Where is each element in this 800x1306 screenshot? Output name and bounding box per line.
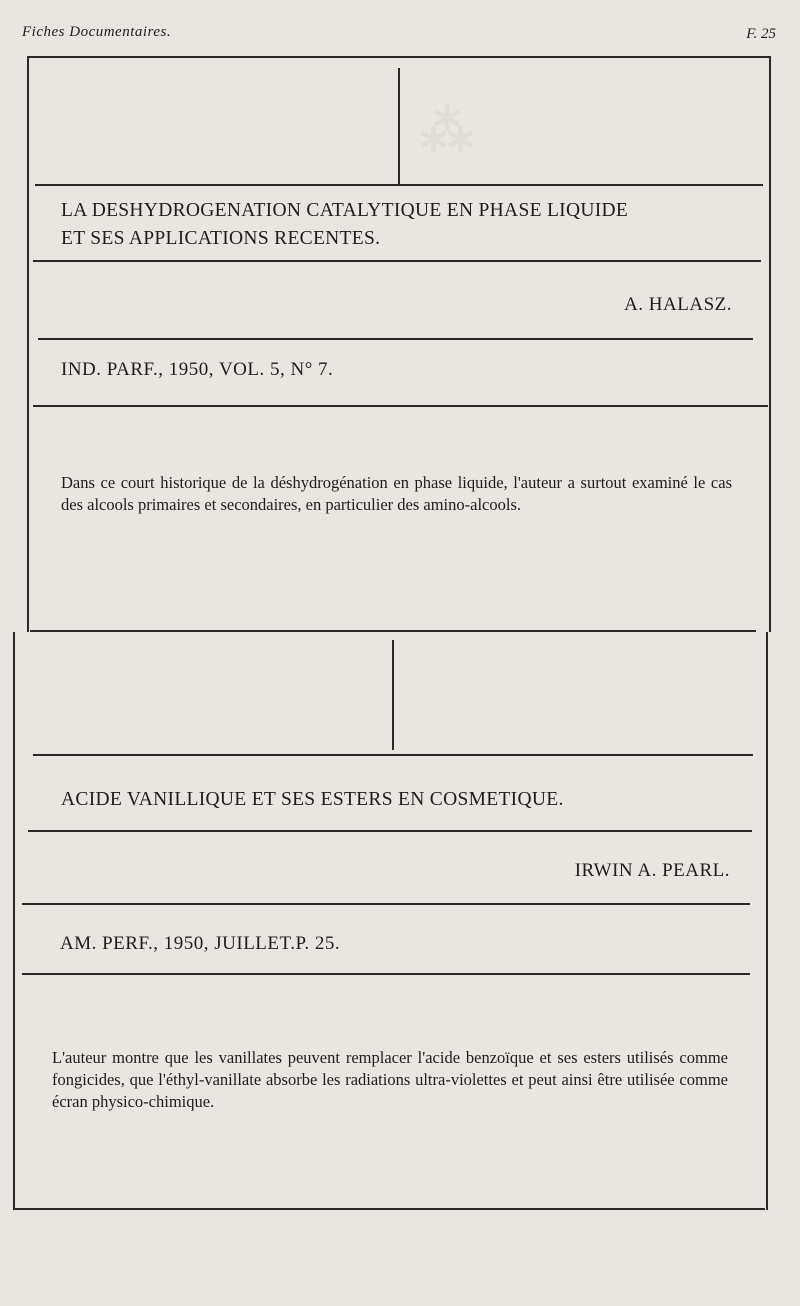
card2-reference: AM. PERF., 1950, JUILLET.P. 25.	[60, 933, 341, 954]
card1-title	[61, 197, 741, 253]
page-header-title: Fiches Documentaires.	[22, 24, 172, 40]
card1-author-rule	[33, 260, 761, 262]
card2-abstract: L'auteur montre que les vanillates peuvent remplacer l'acide benzoïque et ses esters utilisés comme fongicides, que l'éthyl-vanillate absorbe les radiations ultra-violettes et peut ainsi être utilisée comme écran physico-chimique.	[52, 1048, 728, 1111]
card2-left-border	[13, 632, 15, 1210]
card1-left-border	[27, 56, 29, 632]
card1-author: A. HALASZ.	[624, 294, 732, 315]
card2-bottom-border	[13, 1208, 765, 1210]
card1-title-rule	[35, 184, 763, 186]
card2-author-rule	[28, 830, 752, 832]
card1-title-line1: LA DESHYDROGENATION CATALYTIQUE EN PHASE LIQUIDE	[61, 200, 629, 221]
card2-abstract-rule	[22, 973, 750, 975]
card1-bottom-border	[30, 630, 756, 632]
card1-title-line2: ET SES APPLICATIONS RECENTES.	[61, 228, 381, 249]
card2-divider	[392, 640, 394, 750]
card2-reference-rule	[22, 903, 750, 905]
card1-abstract: Dans ce court historique de la déshydrogénation en phase liquide, l'auteur a surtout examiné le cas des alcools primaires et secondaires, en particulier des amino-alcools.	[61, 473, 732, 514]
card1-reference-rule	[38, 338, 753, 340]
card1-reference: IND. PARF., 1950, VOL. 5, N° 7.	[61, 359, 334, 380]
card1-divider	[398, 68, 400, 184]
card1-top-border	[28, 56, 770, 58]
page-number: F. 25	[746, 26, 776, 42]
card2-title-rule	[33, 754, 753, 756]
show-through-decoration: ⁂	[420, 102, 474, 162]
card1-abstract-rule	[33, 405, 768, 407]
card2-right-border	[766, 632, 768, 1210]
card2-author: IRWIN A. PEARL.	[574, 860, 730, 881]
card1-right-border	[769, 56, 771, 632]
card2-title: ACIDE VANILLIQUE ET SES ESTERS EN COSMETIQUE.	[61, 789, 564, 810]
